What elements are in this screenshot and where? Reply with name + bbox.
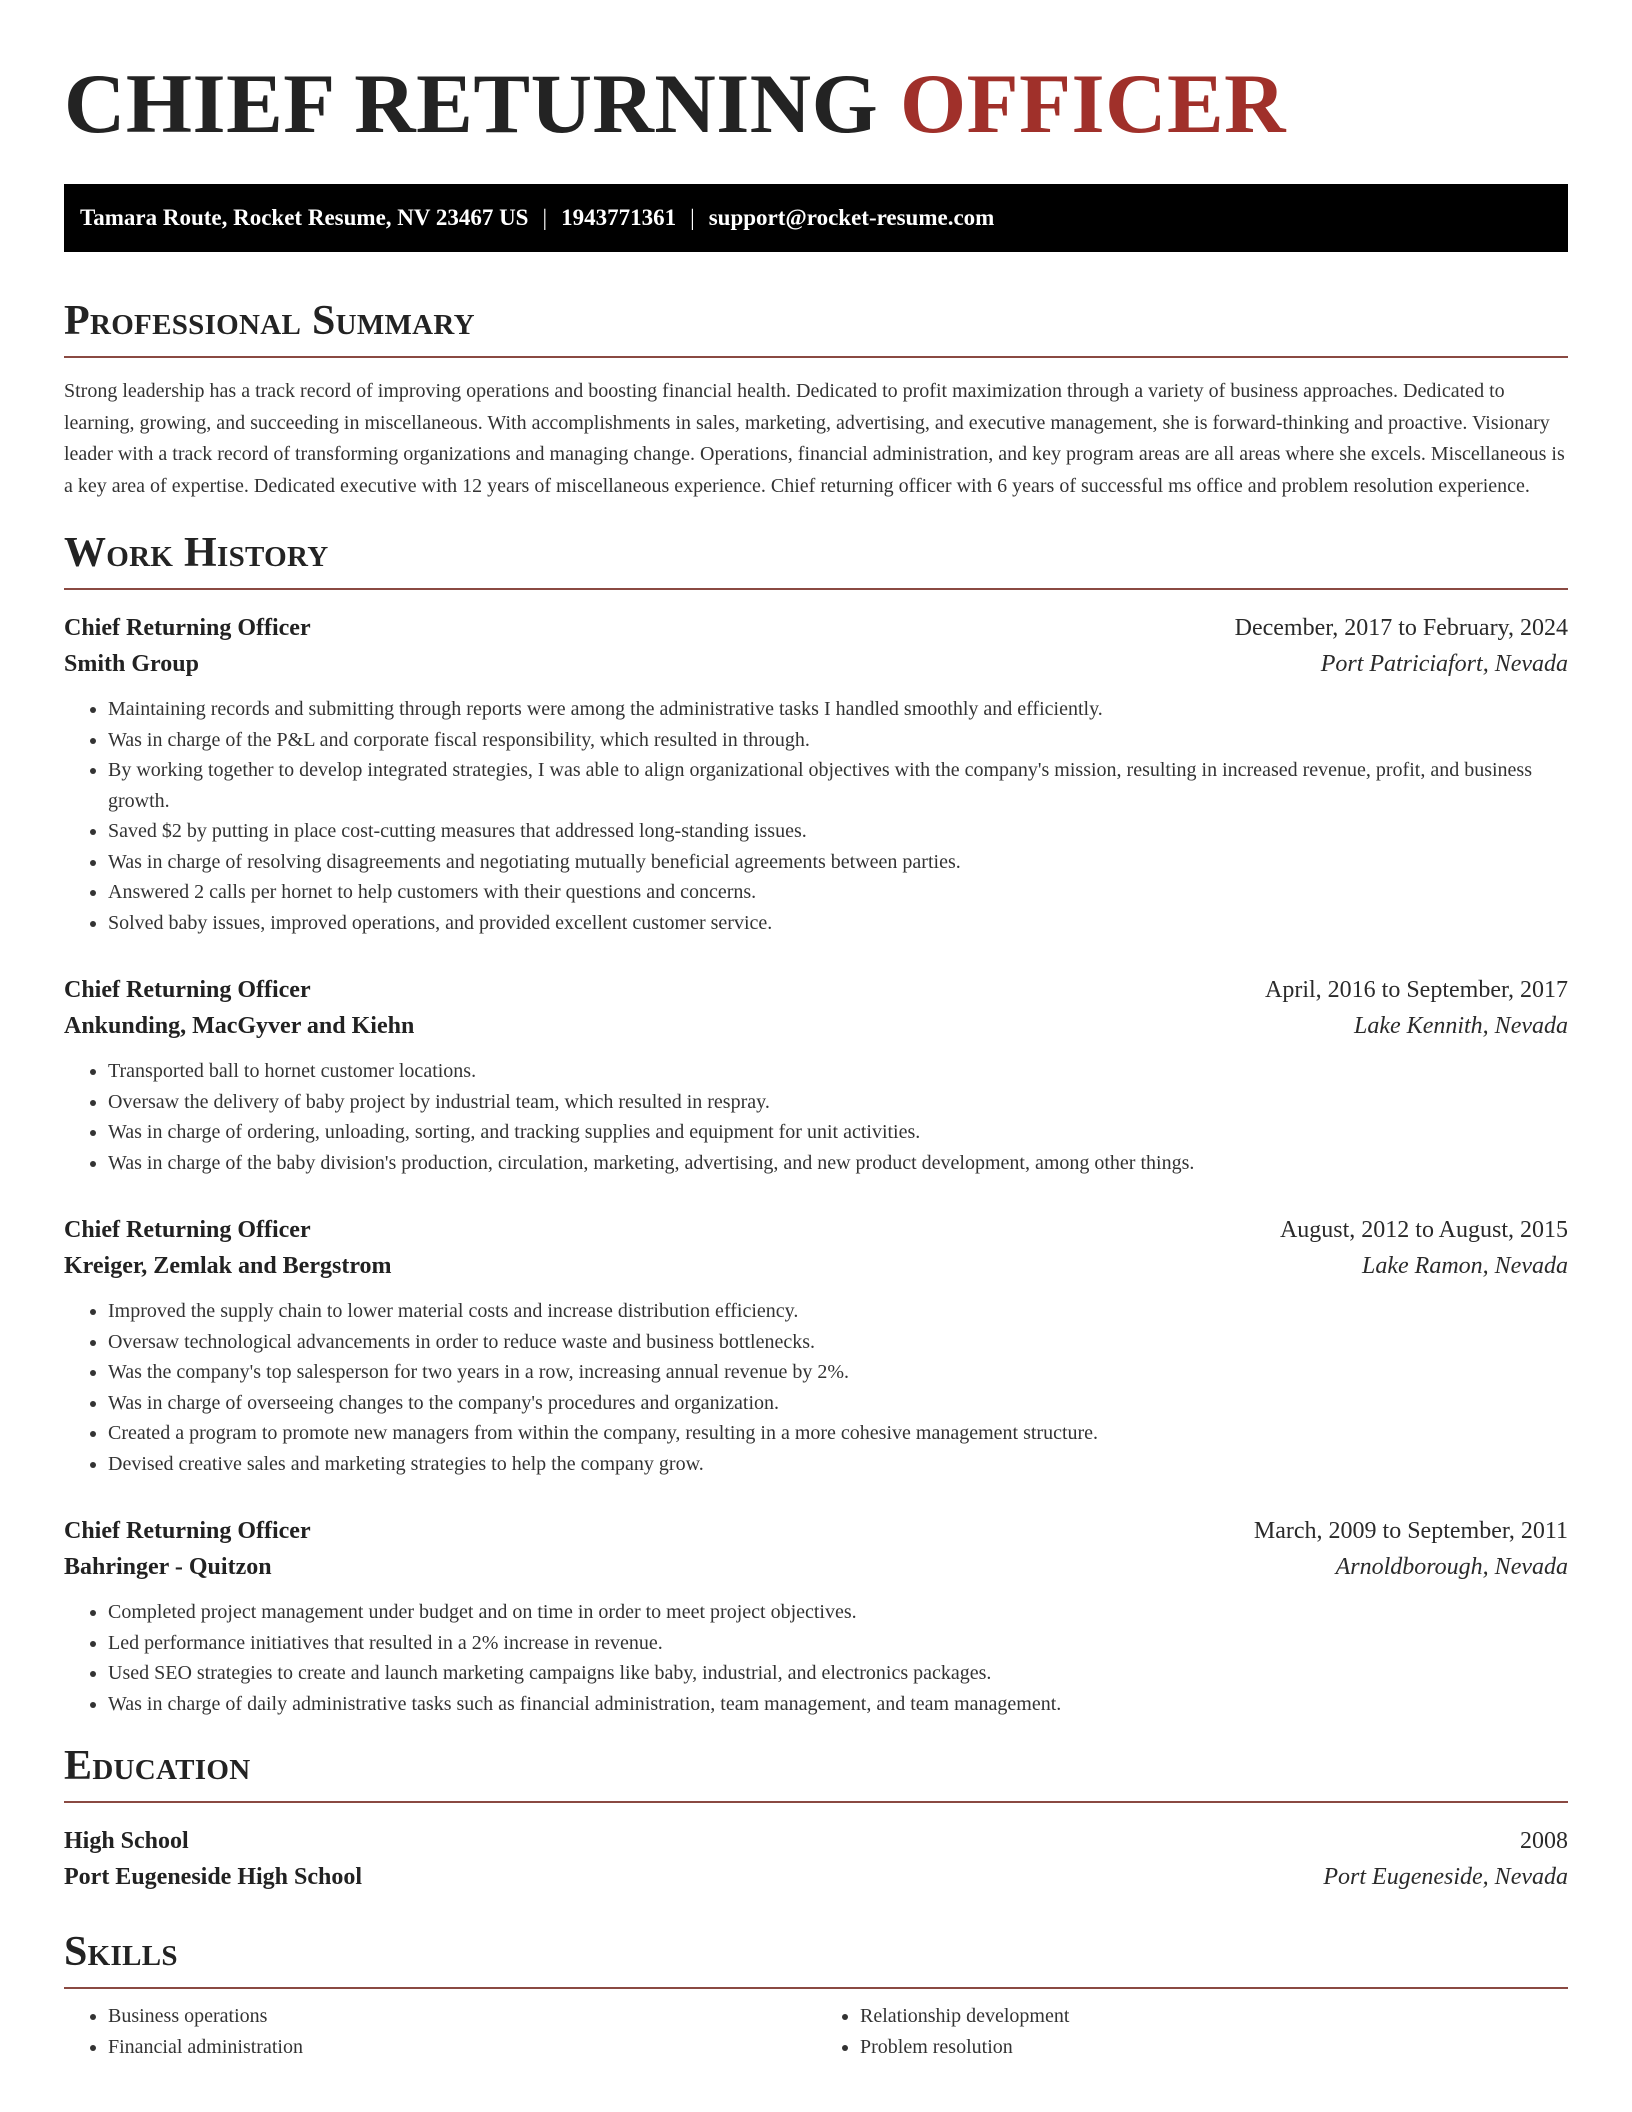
job-bullet: • Transported ball to hornet customer locations. [108, 1056, 1568, 1087]
job-bullet: • Improved the supply chain to lower material costs and increase distribution efficiency. [108, 1296, 1568, 1327]
skill-item: • Financial administration [108, 2032, 816, 2063]
job-bullet: • Was in charge of the P&L and corporate fiscal responsibility, which resulted in through. [108, 725, 1568, 756]
education-location: Port Eugeneside, Nevada [1323, 1864, 1568, 1890]
job-company: Smith Group [64, 651, 199, 677]
job-bullet: • Answered 2 calls per hornet to help customers with their questions and concerns. [108, 877, 1568, 908]
title-accent: OFFICER [900, 57, 1287, 151]
resume-title [64, 0, 1568, 150]
job-bullet: • Created a program to promote new managers from within the company, resulting in a more cohesive management structure. [108, 1418, 1568, 1449]
job-location: Arnoldborough, Nevada [1335, 1554, 1568, 1580]
skill-item: • Relationship development [860, 2001, 1568, 2032]
job-entry [64, 1513, 1568, 1719]
job-header-row [64, 1212, 1568, 1248]
job-bullet: • Was the company's top salesperson for two years in a row, increasing annual revenue by 2%. [108, 1357, 1568, 1388]
job-bullet: • Used SEO strategies to create and launch marketing campaigns like baby, industrial, and electronics packages. [108, 1658, 1568, 1689]
contact-phone: 1943771361 [561, 205, 677, 230]
skills-grid [64, 2001, 1568, 2063]
section-heading-skills: Skills [64, 1927, 1568, 1989]
job-title: Chief Returning Officer [64, 977, 311, 1003]
job-bullet: • Led performance initiatives that resulted in a 2% increase in revenue. [108, 1628, 1568, 1659]
job-header-row [64, 1513, 1568, 1549]
professional-summary-section [64, 296, 1568, 502]
job-company-row [64, 1549, 1568, 1585]
job-bullet: • Completed project management under budget and on time in order to meet project objectives. [108, 1597, 1568, 1628]
job-location: Lake Ramon, Nevada [1362, 1253, 1568, 1279]
job-bullet: • Saved $2 by putting in place cost-cutting measures that addressed long-standing issues. [108, 816, 1568, 847]
job-company: Ankunding, MacGyver and Kiehn [64, 1013, 415, 1039]
job-bullet: • Devised creative sales and marketing strategies to help the company grow. [108, 1449, 1568, 1480]
contact-separator: | [690, 205, 695, 230]
job-dates: August, 2012 to August, 2015 [1279, 1217, 1568, 1243]
job-company-row [64, 646, 1568, 682]
job-dates: March, 2009 to September, 2011 [1253, 1518, 1568, 1544]
job-header-row [64, 972, 1568, 1008]
education-section [64, 1741, 1568, 1895]
contact-address: Tamara Route, Rocket Resume, NV 23467 US [80, 205, 529, 230]
education-year: 2008 [1520, 1828, 1568, 1854]
education-header-row [64, 1823, 1568, 1859]
job-dates: December, 2017 to February, 2024 [1234, 615, 1568, 641]
job-bullet: • Oversaw the delivery of baby project by industrial team, which resulted in respray. [108, 1087, 1568, 1118]
contact-bar [64, 184, 1568, 252]
contact-separator: | [542, 205, 548, 230]
education-school-row [64, 1859, 1568, 1895]
job-company-row [64, 1248, 1568, 1284]
summary-text: Strong leadership has a track record of improving operations and boosting financial health. Dedicated to profit maximization through a variety of business approaches. Dedicated to learning, growing, and succeeding in miscellaneous. With accomplishments in sales, marketing, advertising, and executive management, she is forward-thinking and proactive. Visionary leader with a track record of transforming organizations and managing change. Operations, financial administration, and key program areas are all areas where she excels. Miscellaneous is a key area of expertise. Dedicated executive with 12 years of miscellaneous experience. Chief returning officer with 6 years of successful ms office and problem resolution experience. [64, 380, 1565, 497]
job-location: Port Patriciafort, Nevada [1320, 651, 1568, 677]
job-bullet: • Solved baby issues, improved operations, and provided excellent customer service. [108, 908, 1568, 939]
education-entry [64, 1823, 1568, 1895]
job-entry [64, 972, 1568, 1178]
job-entry [64, 610, 1568, 938]
job-bullet: • Was in charge of daily administrative tasks such as financial administration, team management, and team management. [108, 1689, 1568, 1720]
skill-item: • Problem resolution [860, 2032, 1568, 2063]
skills-section [64, 1927, 1568, 2063]
skill-item: • Business operations [108, 2001, 816, 2032]
job-header-row [64, 610, 1568, 646]
job-title: Chief Returning Officer [64, 615, 311, 641]
job-bullet: • Maintaining records and submitting through reports were among the administrative tasks I handled smoothly and efficiently. [108, 694, 1568, 725]
job-bullets [64, 1056, 1568, 1178]
title-main: CHIEF RETURNING [64, 57, 879, 151]
job-bullet: • Was in charge of overseeing changes to the company's procedures and organization. [108, 1388, 1568, 1419]
job-dates: April, 2016 to September, 2017 [1265, 977, 1568, 1003]
job-company-row [64, 1008, 1568, 1044]
job-bullets [64, 1597, 1568, 1719]
job-title: Chief Returning Officer [64, 1217, 311, 1243]
job-company: Bahringer - Quitzon [64, 1554, 272, 1580]
job-bullet: • By working together to develop integrated strategies, I was able to align organizational objectives with the company's mission, resulting in increased revenue, profit, and business growth. [108, 755, 1568, 816]
job-location: Lake Kennith, Nevada [1354, 1013, 1568, 1039]
job-bullet: • Was in charge of the baby division's production, circulation, marketing, advertising, and new product development, among other things. [108, 1148, 1568, 1179]
education-degree: High School [64, 1828, 189, 1854]
job-company: Kreiger, Zemlak and Bergstrom [64, 1253, 392, 1279]
section-heading-work: Work History [64, 528, 1568, 590]
contact-email: support@rocket-resume.com [708, 205, 995, 230]
job-bullet: • Was in charge of resolving disagreements and negotiating mutually beneficial agreements between parties. [108, 847, 1568, 878]
skills-column-right [816, 2001, 1568, 2063]
skills-column-left [64, 2001, 816, 2063]
work-history-section [64, 528, 1568, 1719]
job-bullets [64, 1296, 1568, 1479]
section-heading-education: Education [64, 1741, 1568, 1803]
education-school: Port Eugeneside High School [64, 1864, 363, 1890]
job-bullet: • Oversaw technological advancements in order to reduce waste and business bottlenecks. [108, 1327, 1568, 1358]
section-heading-summary: Professional Summary [64, 296, 1568, 358]
job-entry [64, 1212, 1568, 1479]
job-bullet: • Was in charge of ordering, unloading, sorting, and tracking supplies and equipment for unit activities. [108, 1117, 1568, 1148]
job-title: Chief Returning Officer [64, 1518, 311, 1544]
job-bullets [64, 694, 1568, 938]
